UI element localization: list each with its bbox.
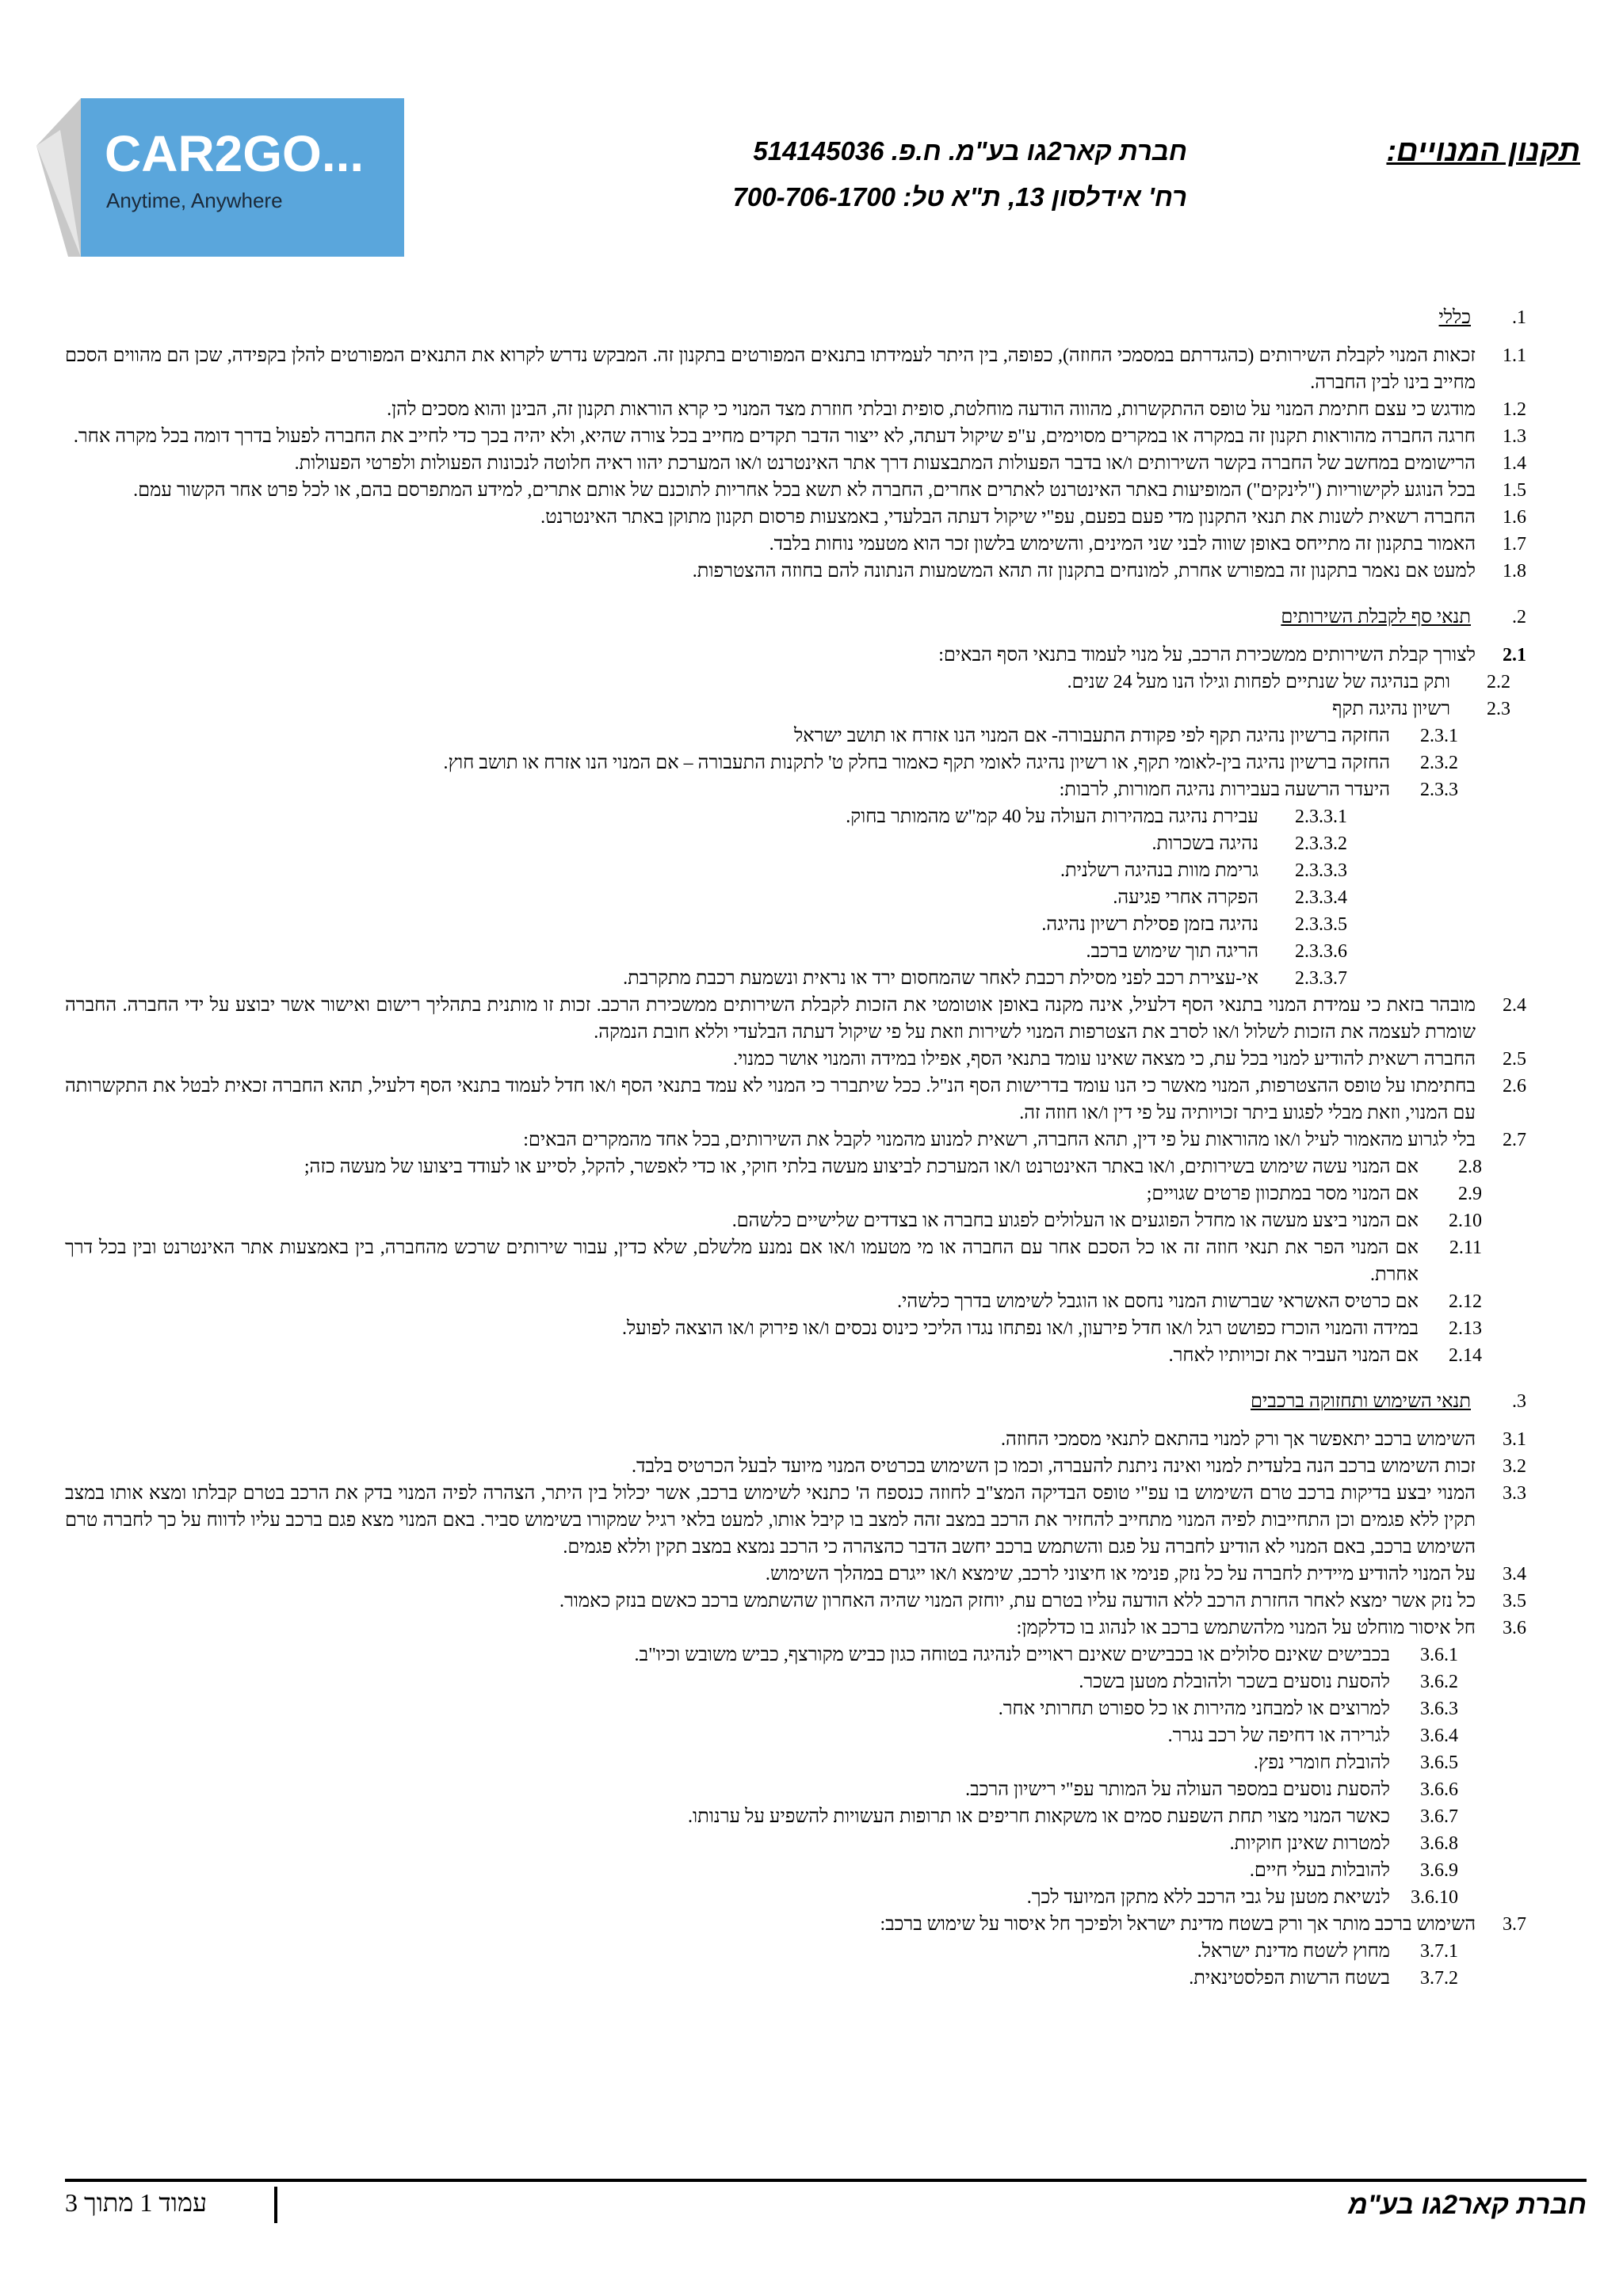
clause bbox=[65, 1857, 1526, 1884]
clause-text: למטרות שאינן חוקיות. bbox=[1229, 1833, 1390, 1854]
clause bbox=[65, 1342, 1526, 1369]
section-gap bbox=[65, 334, 1526, 342]
clause-text: להסעת נוסעים במספר העולה על המותר עפ"י רישיון הרכב. bbox=[965, 1779, 1390, 1800]
clause-text: בשטח הרשות הפלסטינאית. bbox=[1189, 1968, 1390, 1989]
clause-text: להסעת נוסעים בשכר ולהובלת מטען בשכר. bbox=[1079, 1672, 1390, 1692]
clause-text: החזקה ברשיון נהיגה תקף לפי פקודת התעבורה- אם המנוי הנו אזרח או תושב ישראל bbox=[793, 726, 1390, 746]
clause-number: 1.1 bbox=[1503, 345, 1526, 366]
clause-number: 2.3 bbox=[1487, 699, 1510, 719]
page-title-text: תקנון המנויים: bbox=[1386, 135, 1580, 168]
clause-text: רשיון נהיגה תקף bbox=[1332, 699, 1450, 719]
clause bbox=[65, 1288, 1526, 1315]
clause-text: אם המנוי הפר את תנאי חוזה זה או כל הסכם אחר עם החברה או מי מטעמו ו/או אם נמנע מלשלם, שלא כדין, עבור שירותים שרכש מהחברה, בין באמצעות אתר האינטרנט ובין בכל דרך אחרת. bbox=[65, 1238, 1419, 1285]
clause bbox=[65, 723, 1526, 749]
clause-number: 3.4 bbox=[1503, 1564, 1526, 1585]
clause bbox=[65, 1588, 1526, 1615]
clause bbox=[65, 1315, 1526, 1342]
clause bbox=[65, 1884, 1526, 1911]
clause-number: 2.3.3.4 bbox=[1295, 887, 1347, 908]
clause bbox=[65, 1669, 1526, 1695]
clause-number: 3.6.7 bbox=[1420, 1806, 1458, 1827]
clause bbox=[65, 558, 1526, 585]
clause-number: 2.2 bbox=[1487, 672, 1510, 692]
clause-number: 2.3.3.1 bbox=[1295, 807, 1347, 827]
page-title bbox=[1386, 135, 1580, 169]
clause-number: 2.3.3.3 bbox=[1295, 860, 1347, 881]
clause-text: בחתימתו על טופס ההצטרפות, המנוי מאשר כי הנו עומד בדרישות הסף הנ"ל. ככל שיתברר כי המנוי לא עמד בתנאי הסף ו/או חדל לעמוד בתנאי הסף דלעיל, תהא החברה זכאית לבטל את התקשרותה עם המנוי, וזאת מבלי לפגוע ביתר זכויותיה על פי דין ו/או חוזה זה. bbox=[65, 1076, 1476, 1123]
clause bbox=[65, 965, 1526, 992]
clause-number: 3.7.1 bbox=[1420, 1941, 1458, 1962]
clause-number: 2.8 bbox=[1458, 1157, 1482, 1177]
clause-text: לגרירה או דחיפה של רכב נגרר. bbox=[1167, 1726, 1390, 1746]
clause-text: להובלות בעלי חיים. bbox=[1249, 1860, 1390, 1881]
clause-number: 1.2 bbox=[1503, 399, 1526, 420]
section-title: תנאי השימוש ותחזוקה ברכבים bbox=[1251, 1391, 1471, 1412]
clause bbox=[65, 1642, 1526, 1669]
clause-text: אי-עצירת רכב לפני מסילת רכבת לאחר שהמחסום ירד או נראית ונשמעת רכבת מתקרבת. bbox=[623, 968, 1258, 989]
clause-text: השימוש ברכב מותר אך ורק בשטח מדינת ישראל ולפיכך חל איסור על שימוש ברכב: bbox=[880, 1914, 1476, 1935]
clause-number: 1.3 bbox=[1503, 426, 1526, 447]
clause bbox=[65, 642, 1526, 669]
clause-number: 3.6.8 bbox=[1420, 1833, 1458, 1854]
clause bbox=[65, 1453, 1526, 1480]
clause bbox=[65, 1180, 1526, 1207]
clause bbox=[65, 1749, 1526, 1776]
clause-text: החברה רשאית לשנות את תנאי התקנון מדי פעם בפעם, עפ"י שיקול דעתה הבלעדי, באמצעות פרסום תקנון מתוקן באתר האינטרנט. bbox=[540, 507, 1476, 528]
clause-number: 2.10 bbox=[1449, 1211, 1482, 1231]
clause-text: הפקרה אחרי פגיעה. bbox=[1113, 887, 1258, 908]
clause-text: כל נזק אשר ימצא לאחר החזרת הרכב ללא הודעה עליו בטרם עת, יוחזק המנוי שהיה האחרון שהשתמש ברכב כאשם בנזק כאמור. bbox=[559, 1591, 1476, 1611]
clause-text: אם המנוי עשה שימוש בשירותים, ו/או באתר האינטרנט ו/או המערכת לביצוע מעשה בלתי חוקי, או כדי לאפשר, להקל, לסייע או לעודד ביצועו של מעשה כזה; bbox=[304, 1157, 1419, 1177]
clause-number: 2.3.3.2 bbox=[1295, 833, 1347, 854]
clause bbox=[65, 1154, 1526, 1180]
clause-number: 2.7 bbox=[1503, 1130, 1526, 1150]
clause-text: מחוץ לשטח מדינת ישראל. bbox=[1197, 1941, 1390, 1962]
clause-text: הרישומים במחשב של החברה בקשר השירותים ו/או בדבר הפעולות המתבצעות דרך אתר האינטרנט ו/או המערכת יהוו ראיה חלוטה לנכונות הפעולות ולפרטי הפעולות. bbox=[294, 453, 1476, 474]
clause-number: 1.4 bbox=[1503, 453, 1526, 474]
document-body bbox=[65, 307, 1526, 2014]
clause bbox=[65, 776, 1526, 803]
clause-number: 2.12 bbox=[1449, 1291, 1482, 1312]
clause bbox=[65, 423, 1526, 450]
clause bbox=[65, 1695, 1526, 1722]
section bbox=[65, 1391, 1526, 1992]
clause bbox=[65, 1722, 1526, 1749]
clause-text: עבירת נהיגה במהירות העולה על 40 קמ"ש מהמותר בחוק. bbox=[846, 807, 1258, 827]
clause bbox=[65, 1046, 1526, 1073]
clause-text: מודגש כי עצם חתימת המנוי על טופס ההתקשרות, מהווה הודעה מוחלטת, סופית ובלתי חוזרת מצד המנוי כי קרא הוראות תקנון זה, הבינן והוא מסכים להן. bbox=[387, 399, 1476, 420]
clause bbox=[65, 1234, 1526, 1288]
clause-number: 3.6.4 bbox=[1420, 1726, 1458, 1746]
clause-text: על המנוי להודיע מיידית לחברה על כל נזק, פנימי או חיצוני לרכב, שימצא ו/או ייגרם במהלך השימוש. bbox=[765, 1564, 1476, 1585]
clause-number: 2.1 bbox=[1503, 645, 1526, 666]
clause-text: בכבישים שאינם סלולים או בכבישים שאינם ראויים לנהיגה בטוחה כגון כביש מקורצף, כביש משובש וכיו"ב. bbox=[634, 1645, 1390, 1665]
clause-number: 3.5 bbox=[1503, 1591, 1526, 1611]
clause-number: 2.6 bbox=[1503, 1076, 1526, 1097]
clause-number: 2.5 bbox=[1503, 1049, 1526, 1070]
clause-number: 3.2 bbox=[1503, 1456, 1526, 1477]
clause-number: 3.7.2 bbox=[1420, 1968, 1458, 1989]
clause-text: למעט אם נאמר בתקנון זה במפורש אחרת, למונחים בתקנון זה תהא המשמעות הנתונה להם בחוזה ההצטרפות. bbox=[692, 561, 1476, 582]
section-heading bbox=[65, 1391, 1526, 1418]
clause-number: 1.8 bbox=[1503, 561, 1526, 582]
clause-number: 2.3.3 bbox=[1420, 780, 1458, 800]
car2go-logo bbox=[36, 98, 404, 257]
clause-text: חל איסור מוחלט על המנוי מלהשתמש ברכב או לנהוג בו כדלקמן: bbox=[1016, 1618, 1476, 1638]
clause-number: 2.3.3.7 bbox=[1295, 968, 1347, 989]
clause-text: המנוי יבצע בדיקות ברכב טרם השימוש בו עפ"י טופס הבדיקה המצ"ב לחוזה כנספח ה' כתנאי לשימוש ברכב, אשר יכלול בין היתר, הצהרה לפיה המנוי בדק את הרכב בטרם קבלתו ומצא אותו במצב תקין ללא פגמים וכן התחייבות לפיה המנוי מתחייב להחזיר את הרכב במצב זהה למצב בו קיבל אותו, למעט בלאי רגיל שמקורו בשימוש סביר. באם המנוי מצא פגם ברכב עליו לדווח על כך לחברה טרם השימוש ברכב, באם המנוי לא הודיע לחברה על פגם והשתמש ברכב יחשב הדבר כהצהרה כי הרכב נמצא במצב תקין וללא פגמים. bbox=[65, 1483, 1476, 1558]
clause-number: 3.6 bbox=[1503, 1618, 1526, 1638]
clause bbox=[65, 669, 1526, 696]
clause-text: בכל הנוגע לקישוריות ("לינקים") המופיעות באתר האינטרנט לאתרים אחרים, החברה לא תשא בכל אחריות לתוכנם של אותם אתרים, למידע המתפרסם בהם, או לכל פרט אחר הקשור עמם. bbox=[133, 480, 1476, 501]
clause-text: השימוש ברכב יתאפשר אך ורק למנוי בהתאם לתנאי מסמכי החוזה. bbox=[1001, 1429, 1476, 1450]
clause bbox=[65, 342, 1526, 396]
clause bbox=[65, 396, 1526, 423]
clause-text: גרימת מוות בנהיגה רשלנית. bbox=[1060, 860, 1258, 881]
clause bbox=[65, 992, 1526, 1046]
clause bbox=[65, 1561, 1526, 1588]
clause-number: 3.3 bbox=[1503, 1483, 1526, 1504]
section bbox=[65, 607, 1526, 1369]
logo-tagline: Anytime, Anywhere bbox=[106, 189, 283, 212]
clause-number: 3.6.2 bbox=[1420, 1672, 1458, 1692]
clause-text: אם כרטיס האשראי שברשות המנוי נחסם או הוגבל לשימוש בדרך כלשהי. bbox=[897, 1291, 1419, 1312]
clause-text: אם המנוי ביצע מעשה או מחדל הפוגעים או העלולים לפגוע בחברה או בצדדים שלישיים כלשהם. bbox=[731, 1211, 1419, 1231]
section-gap bbox=[65, 1418, 1526, 1426]
clause-text: חרגה החברה מהוראות תקנון זה במקרה או במקרים מסוימים, ע"פ שיקול דעתה, לא ייצור הדבר תקדים מחייב בכל צורה שהיא, ולא יהיה בכך כדי לחייב את החברה לפעול בדרך דומה בכל מקרה אחר. bbox=[73, 426, 1476, 447]
clause-number: 2.11 bbox=[1449, 1238, 1482, 1258]
clause-text: זכות השימוש ברכב הנה בלעדית למנוי ואינה ניתנת להעברה, וכמו כן השימוש בכרטיס המנוי מיועד לבעל הכרטיס בלבד. bbox=[631, 1456, 1476, 1477]
clause-text: היעדר הרשעה בעבירות נהיגה חמורות, לרבות: bbox=[1059, 780, 1390, 800]
section-gap bbox=[65, 634, 1526, 642]
clause-text: נהיגה בשכרות. bbox=[1151, 833, 1258, 854]
clause-number: 2.4 bbox=[1503, 995, 1526, 1016]
clause bbox=[65, 1480, 1526, 1561]
clause bbox=[65, 857, 1526, 884]
clause-text: האמור בתקנון זה מתייחס באופן שווה לבני שני המינים, והשימוש בלשון זכר הוא מטעמי נוחות בלבד. bbox=[769, 534, 1476, 555]
clause bbox=[65, 749, 1526, 776]
clause bbox=[65, 1803, 1526, 1830]
clause bbox=[65, 531, 1526, 558]
company-line: חברת קאר2גו בע"מ. ח.פ. 514145036 bbox=[753, 136, 1187, 166]
clause-number: 3.6.5 bbox=[1420, 1753, 1458, 1773]
clause-text: למרוצים או למבחני מהירות או כל ספורט תחרותי אחר. bbox=[998, 1699, 1390, 1719]
clause-number: 2.3.2 bbox=[1420, 753, 1458, 773]
section-title: כללי bbox=[1438, 307, 1471, 328]
clause bbox=[65, 1776, 1526, 1803]
clause bbox=[65, 1073, 1526, 1127]
section-heading bbox=[65, 307, 1526, 334]
clause-number: 3.6.9 bbox=[1420, 1860, 1458, 1881]
clause-number: 3.6.3 bbox=[1420, 1699, 1458, 1719]
clause bbox=[65, 1911, 1526, 1938]
clause-text: אם המנוי העביר את זכויותיו לאחר. bbox=[1168, 1345, 1419, 1366]
clause-text: אם המנוי מסר במתכוון פרטים שגויים; bbox=[1146, 1184, 1419, 1204]
clause bbox=[65, 938, 1526, 965]
clause-number: 3.6.6 bbox=[1420, 1779, 1458, 1800]
clause-number: 2.14 bbox=[1449, 1345, 1482, 1366]
section-heading bbox=[65, 607, 1526, 634]
clause bbox=[65, 830, 1526, 857]
clause-text: להובלת חומרי נפץ. bbox=[1253, 1753, 1390, 1773]
section-number: 1. bbox=[1512, 307, 1526, 328]
footer-rule bbox=[65, 2179, 1587, 2182]
clause bbox=[65, 504, 1526, 531]
clause-number: 3.6.1 bbox=[1420, 1645, 1458, 1665]
clause-text: בלי לגרוע מהאמור לעיל ו/או מהוראות על פי דין, תהא החברה, רשאית למנוע מהמנוי לקבל את השירותים, בכל אחד מהמקרים הבאים: bbox=[523, 1130, 1476, 1150]
clause-number: 3.6.10 bbox=[1411, 1887, 1458, 1908]
clause-text: לצורך קבלת השירותים ממשכירת הרכב, על מנוי לעמוד בתנאי הסף הבאים: bbox=[938, 645, 1476, 666]
clause bbox=[65, 1615, 1526, 1642]
clause bbox=[65, 803, 1526, 830]
clause-text: מובהר בזאת כי עמידת המנוי בתנאי הסף דלעיל, אינה מקנה באופן אוטומטי את הזכות לקבלת השירותים ממשכירת הרכב. זכות זו מותנית בתהליך רישום ואישור אשר יבוצע על ידי החברה. החברה שומרת לעצמה את הזכות לשלול ו/או לסרב את הצטרפות המנוי לשירות וזאת על פי שיקול דעתה הבלעדי וללא חובת הנמקה. bbox=[65, 995, 1476, 1043]
clause-text: כאשר המנוי מצוי תחת השפעת סמים או משקאות חריפים או תרופות העשויות להשפיע על ערנותו. bbox=[688, 1806, 1390, 1827]
clause-text: ותק בנהיגה של שנתיים לפחות וגילו הנו מעל 24 שנים. bbox=[1067, 672, 1450, 692]
clause-number: 2.3.1 bbox=[1420, 726, 1458, 746]
clause bbox=[65, 1426, 1526, 1453]
clause bbox=[65, 1965, 1526, 1992]
section-number: 3. bbox=[1512, 1391, 1526, 1412]
clause-text: הריגה תוך שימוש ברכב. bbox=[1086, 941, 1258, 962]
clause-number: 3.7 bbox=[1503, 1914, 1526, 1935]
clause-number: 1.7 bbox=[1503, 534, 1526, 555]
footer-page-number: עמוד 1 מתוך 3 bbox=[65, 2188, 208, 2217]
clause-number: 3.1 bbox=[1503, 1429, 1526, 1450]
clause-number: 2.3.3.6 bbox=[1295, 941, 1347, 962]
clause bbox=[65, 884, 1526, 911]
clause bbox=[65, 911, 1526, 938]
logo-brand: CAR2GO... bbox=[105, 125, 365, 182]
clause bbox=[65, 1127, 1526, 1154]
clause bbox=[65, 1938, 1526, 1965]
clause-number: 1.6 bbox=[1503, 507, 1526, 528]
clause bbox=[65, 477, 1526, 504]
address-line: רח' אידלסון 13, ת"א טל: 700-706-1700 bbox=[732, 182, 1187, 212]
clause-number: 2.9 bbox=[1458, 1184, 1482, 1204]
clause-text: במידה והמנוי הוכרז כפושט רגל ו/או חדל פירעון, ו/או נפתחו נגדו הליכי כינוס נכסים ו/או פירוק ו/או הוצאה לפועל. bbox=[621, 1318, 1419, 1339]
footer-company: חברת קאר2גו בע"מ bbox=[1348, 2190, 1587, 2220]
clause-text: נהיגה בזמן פסילת רשיון נהיגה. bbox=[1041, 914, 1258, 935]
clause-text: לנשיאת מטען על גבי הרכב ללא מתקן המיועד לכך. bbox=[1026, 1887, 1390, 1908]
section bbox=[65, 307, 1526, 585]
clause bbox=[65, 696, 1526, 723]
footer-separator bbox=[274, 2187, 277, 2223]
clause-number: 1.5 bbox=[1503, 480, 1526, 501]
clause bbox=[65, 1830, 1526, 1857]
clause-text: זכאות המנוי לקבלת השירותים (כהגדרתם במסמכי החוזה), כפופה, בין היתר לעמידתו בתנאים המפורטים בתקנון זה. המבקש נדרש לקרוא את התנאים המפורטים להלן בקפידה, שכן הם מהווים הסכם מחייב בינו לבין החברה. bbox=[65, 345, 1476, 393]
section-title: תנאי סף לקבלת השירותים bbox=[1281, 607, 1471, 627]
clause-number: 2.13 bbox=[1449, 1318, 1482, 1339]
clause-text: החברה רשאית להודיע למנוי בכל עת, כי מצאה שאינו עומד בתנאי הסף, אפילו במידה והמנוי אושר כמנוי. bbox=[732, 1049, 1476, 1070]
clause bbox=[65, 1207, 1526, 1234]
section-number: 2. bbox=[1512, 607, 1526, 627]
clause-number: 2.3.3.5 bbox=[1295, 914, 1347, 935]
clause-text: החזקה ברשיון נהיגה בין-לאומי תקף, או רשיון נהיגה לאומי תקף כאמור בחלק ט' לתקנות התעבורה – אם המנוי הנו אזרח או תושב חוץ. bbox=[443, 753, 1390, 773]
clause bbox=[65, 450, 1526, 477]
